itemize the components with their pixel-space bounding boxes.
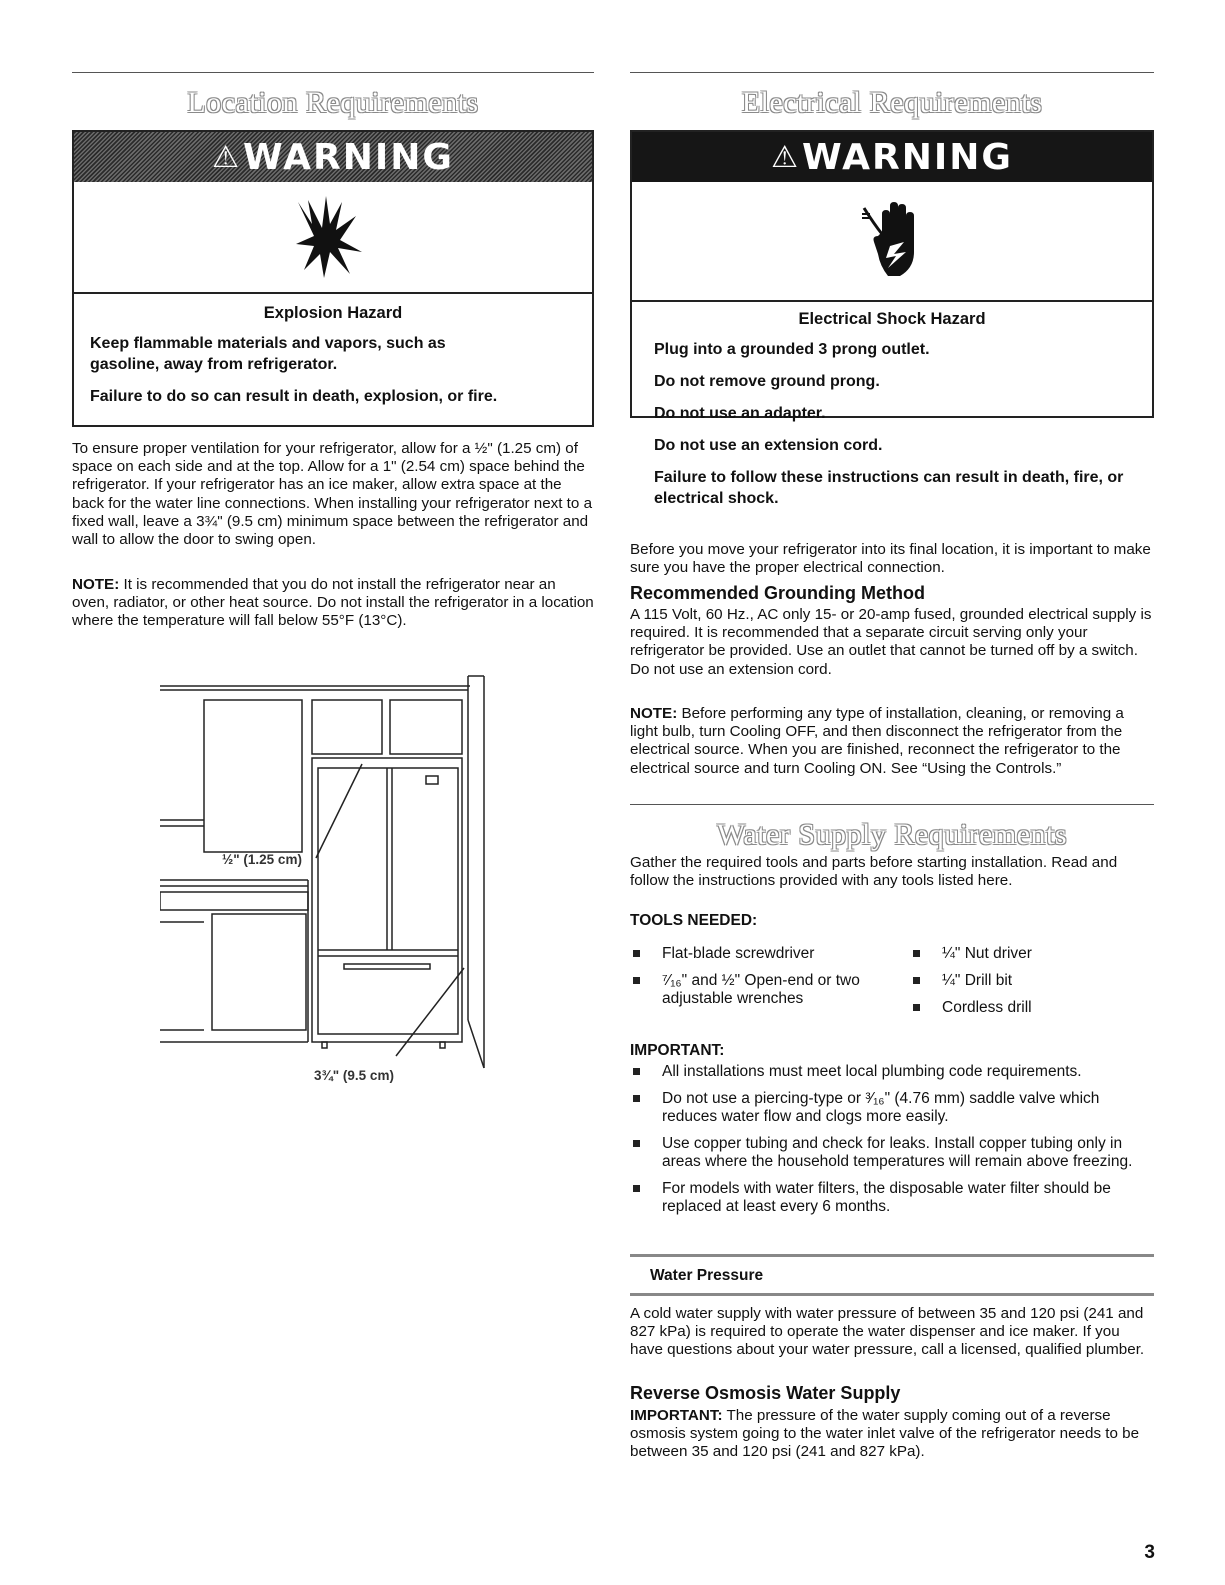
tools-list-right [910,945,1150,1026]
tools-needed-title: TOOLS NEEDED: [630,912,758,929]
bullet-icon [633,950,640,957]
electrical-shock-icon-area [632,182,1152,302]
hazard-title: Explosion Hazard [263,304,403,322]
warning-line: Failure to follow these instructions can result in death, fire, or electrical shock. [654,469,1124,507]
explosion-icon-area [74,182,592,294]
note-text: It is recommended that you do not install the refrigerator near an oven, radiator, or other heat source. Do not install the refrigerator in a location where the temperature will fall below 55°F (13°C). [72,576,594,630]
reverse-osmosis-text [630,1407,1154,1462]
warning-triangle-icon: ⚠ [771,140,801,175]
list-item: ¼" Drill bit [910,972,1150,990]
page-number: 3 [1144,1542,1155,1563]
bullet-icon [913,950,920,957]
warning-line: Keep flammable materials and vapors, such as gasoline, away from refrigerator. [90,335,446,373]
list-item: Do not use a piercing-type or ³⁄₁₆" (4.76 mm) saddle valve which reduces water flow and clogs more easily. [630,1090,1150,1126]
wall-clearance-label: 3¾" (9.5 cm) [314,1068,394,1083]
ventilation-paragraph: To ensure proper ventilation for your refrigerator, allow for a ½" (1.25 cm) of space on each side and at the top. Allow for a 1" (2.54 cm) space behind the refrigerator. If your refrigerator has an ice maker, allow extra space at the back for the water line connections. When installing your refrigerator next to a fixed wall, leave a 3¾" (9.5 cm) minimum space between the refrigerator and wall to allow the door to swing open. [72,440,593,549]
section-title-location: Location Requirements [187,86,479,119]
list-item: ⁷⁄₁₆" and ½" Open-end or two adjustable wrenches [630,972,890,1008]
list-item: Flat-blade screwdriver [630,945,890,963]
water-pressure-text: A cold water supply with water pressure of between 35 and 120 psi (241 and 827 kPa) is required to operate the water dispenser and ice maker. If you have questions about your water pressure, call a licensed, qualified plumber. [630,1305,1145,1359]
grounding-title: Recommended Grounding Method [630,583,925,603]
section-rule [630,804,1154,805]
warning-line: Plug into a grounded 3 prong outlet. [654,341,930,358]
warning-header [632,132,1152,182]
electrical-shock-icon [860,194,924,284]
warning-body [632,302,1152,526]
important-label: IMPORTANT: [630,1407,723,1424]
bullet-icon [633,1068,640,1075]
warning-line: Failure to do so can result in death, explosion, or fire. [90,388,498,405]
list-item: For models with water filters, the disposable water filter should be replaced at least every 6 months. [630,1180,1150,1216]
electrical-warning-box [630,130,1154,507]
explosion-warning-box [72,130,594,427]
note-label: NOTE: [630,705,678,722]
explosion-icon [294,194,364,280]
refrigerator-clearance-figure [160,672,540,1082]
warning-label: WARNING [802,137,1013,178]
note-label: NOTE: [72,576,120,593]
tools-list-left [630,945,890,1017]
important-title: IMPORTANT: [630,1042,725,1059]
list-item: Use copper tubing and check for leaks. Install copper tubing only in areas where the household temperatures will remain above freezing. [630,1135,1150,1171]
warning-triangle-icon: ⚠ [212,140,242,175]
section-rule [630,72,1154,73]
side-clearance-label: ½" (1.25 cm) [222,852,302,867]
hazard-title: Electrical Shock Hazard [798,310,986,328]
bullet-icon [633,1095,640,1102]
warning-header [74,132,592,182]
list-item: All installations must meet local plumbing code requirements. [630,1063,1150,1081]
water-pressure-bar [630,1254,1154,1296]
electrical-note [630,705,1154,778]
warning-label: WARNING [243,137,454,178]
list-item: ¼" Nut driver [910,945,1150,963]
warning-line: Do not remove ground prong. [654,373,880,390]
important-list [630,1063,1150,1225]
bullet-icon [913,977,920,984]
water-intro: Gather the required tools and parts before starting installation. Read and follow the instructions provided with any tools listed here. [630,854,1118,890]
bullet-icon [913,1004,920,1011]
section-title-water: Water Supply Requirements [716,818,1067,851]
location-note [72,576,594,631]
list-item: Cordless drill [910,999,1150,1017]
section-title-electrical: Electrical Requirements [741,86,1043,119]
warning-body [74,294,592,426]
section-rule [72,72,594,73]
warning-line: Do not use an adapter. [654,405,826,422]
bullet-icon [633,1185,640,1192]
water-pressure-title: Water Pressure [650,1267,764,1284]
reverse-osmosis-body: The pressure of the water supply coming out of a reverse osmosis system going to the water inlet valve of the refrigerator needs to be between 35 and 120 psi (241 and 827 kPa). [630,1407,1140,1461]
note-text: Before performing any type of installation, cleaning, or removing a light bulb, turn Cooling OFF, and then disconnect the refrigerator from the electrical source. When you are finished, reconnect the refrigerator to the electrical source and turn Cooling ON. See “Using the Controls.” [630,705,1124,777]
grounding-text: A 115 Volt, 60 Hz., AC only 15- or 20-amp fused, grounded electrical supply is required. It is recommended that a separate circuit serving only your refrigerator be provided. Use an outlet that cannot be turned off by a switch. Do not use an extension cord. [630,606,1152,678]
electrical-intro: Before you move your refrigerator into its final location, it is important to make sure you have the proper electrical connection. [630,541,1151,577]
bullet-icon [633,977,640,984]
bullet-icon [633,1140,640,1147]
warning-line: Do not use an extension cord. [654,437,883,454]
reverse-osmosis-title: Reverse Osmosis Water Supply [630,1383,901,1403]
